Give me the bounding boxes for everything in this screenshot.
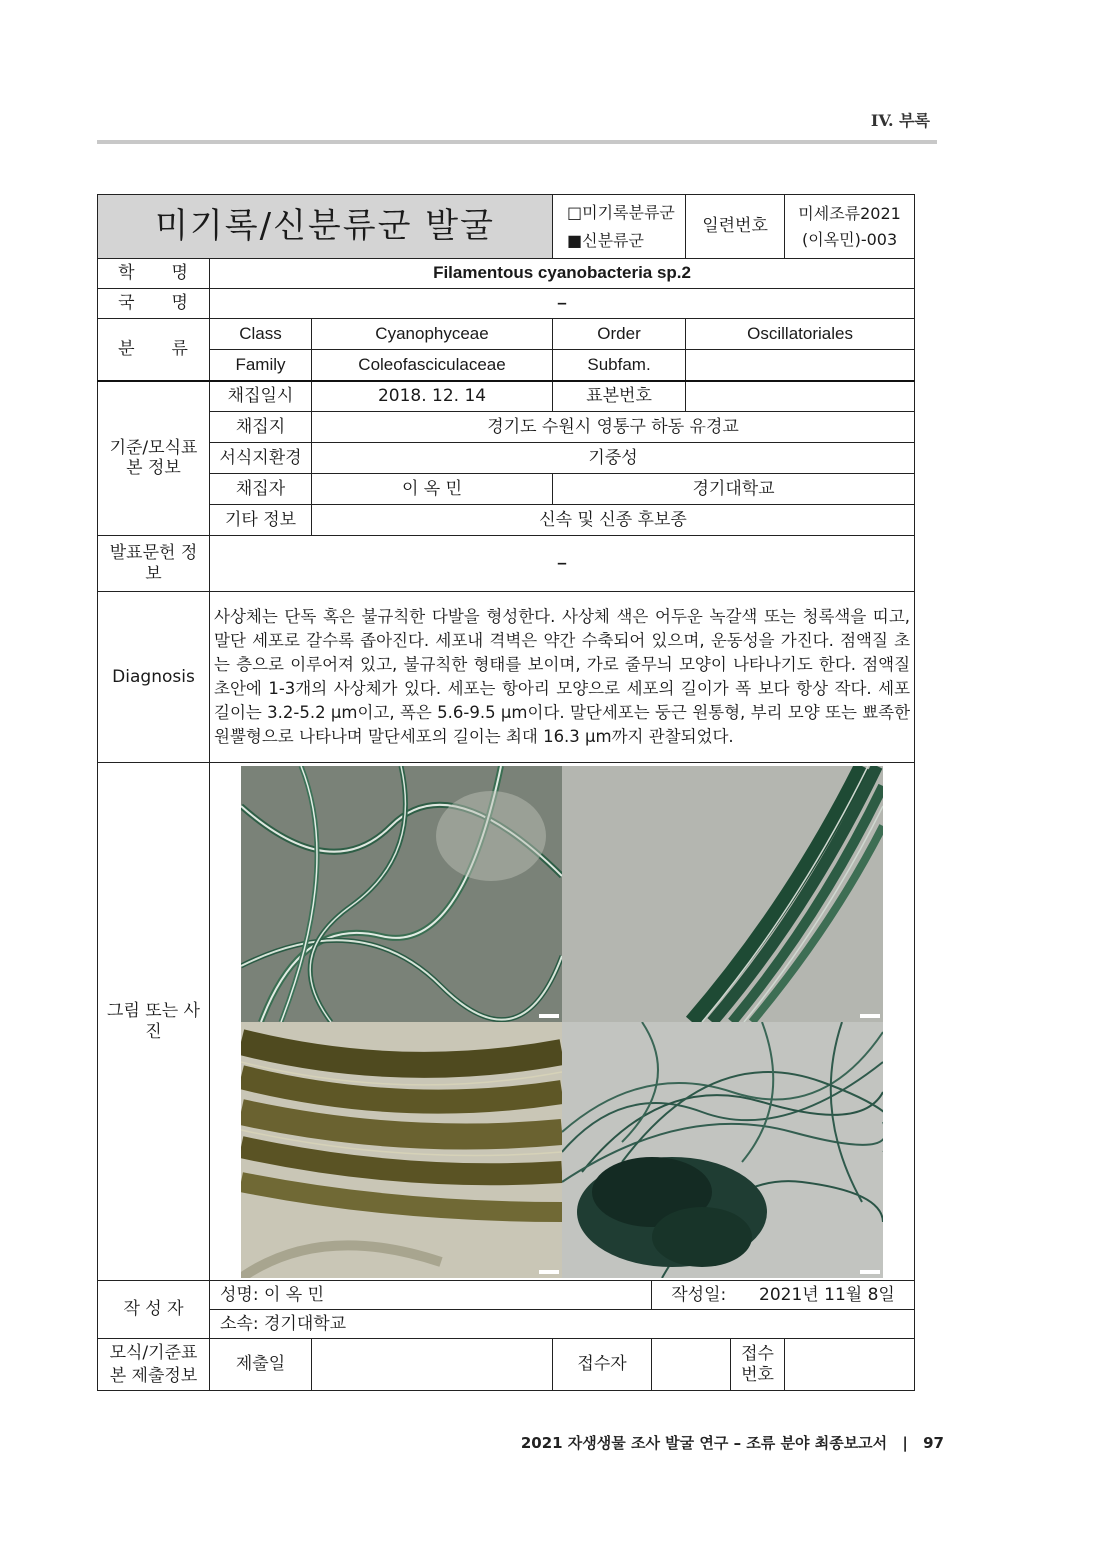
serial-value — [785, 195, 915, 259]
kor-name-value: – — [210, 289, 915, 319]
receipt-no-value — [785, 1339, 915, 1391]
order-value: Oscillatoriales — [686, 319, 915, 350]
subfam-value — [686, 350, 915, 381]
publication-value: – — [210, 536, 915, 592]
specimen-no-value — [686, 381, 915, 412]
site-value: 경기도 수원시 영통구 하동 유경교 — [312, 412, 915, 443]
receipt-no-label: 접수 번호 — [731, 1339, 785, 1391]
kor-name-label: 국 명 — [98, 289, 210, 319]
collect-date-value: 2018. 12. 14 — [312, 381, 553, 412]
report-title: 2021 자생생물 조사 발굴 연구 – 조류 분야 최종보고서 — [520, 1434, 888, 1452]
other-info-value: 신속 및 신종 후보종 — [312, 505, 915, 536]
page-footer — [521, 1432, 944, 1453]
class-value: Cyanophyceae — [312, 319, 553, 350]
subfam-label: Subfam. — [553, 350, 686, 381]
publication-label: 발표문헌 정보 — [98, 536, 210, 592]
figure-label: 그림 또는 사진 — [98, 763, 210, 1281]
collector-label: 채집자 — [210, 474, 312, 505]
option-new-taxon: ■신분류군 — [567, 230, 644, 250]
family-value: Coleofasciculaceae — [312, 350, 553, 381]
family-label: Family — [210, 350, 312, 381]
submit-date-value — [312, 1339, 553, 1391]
figure-cell — [210, 763, 915, 1281]
author-name: 성명: 이 옥 민 — [210, 1281, 652, 1310]
sci-name-value: Filamentous cyanobacteria sp.2 — [210, 259, 915, 289]
submission-label: 모식/기준표 본 제출정보 — [98, 1339, 210, 1391]
specimen-section-label: 기준/모식표 본 정보 — [98, 381, 210, 536]
micrograph-3 — [241, 1022, 562, 1278]
serial-value-line1: 미세조류2021 — [798, 203, 901, 223]
habitat-label: 서식지환경 — [210, 443, 312, 474]
author-date-value: 2021년 11월 8일 — [759, 1284, 895, 1305]
micrograph-2 — [562, 766, 883, 1022]
submit-date-label: 제출일 — [210, 1339, 312, 1391]
photo-grid — [241, 766, 883, 1278]
diagnosis-label: Diagnosis — [98, 592, 210, 763]
site-label: 채집지 — [210, 412, 312, 443]
receiver-label: 접수자 — [553, 1339, 652, 1391]
category-options — [553, 195, 686, 259]
diagnosis-text: 사상체는 단독 혹은 불규칙한 다발을 형성한다. 사상체 색은 어두운 녹갈색 또는 청록색을 띠고, 말단 세포로 갈수록 좁아진다. 세포내 격벽은 약간 수축되어 있으며, 운동성을 가진다. 점액질 초는 층으로 이루어져 있고, 불규칙한 형태를 보이며, 가로 줄무늬 모양이 나타나기도 한다. 점액질 초안에 1-3개의 사상체가 있다. 세포는 항아리 모양으로 세포의 길이가 폭 보다 항상 작다. 세포 길이는 3.2-5.2 μm이고, 폭은 5.6-9.5 μm이다. 말단세포는 둥근 원통형, 부리 모양 또는 뾰족한 원뿔형으로 나타나며 말단세포의 길이는 최대 16.3 μm까지 관찰되었다. — [210, 592, 915, 763]
class-label: Class — [210, 319, 312, 350]
other-info-label: 기타 정보 — [210, 505, 312, 536]
option-unrecorded: □미기록분류군 — [567, 203, 675, 223]
collector-affiliation: 경기대학교 — [553, 474, 915, 505]
header-rule — [97, 140, 937, 144]
footer-separator: | — [902, 1434, 908, 1452]
taxonomy-label: 분 류 — [98, 319, 210, 381]
micrograph-1 — [241, 766, 562, 1022]
habitat-value: 기중성 — [312, 443, 915, 474]
collect-date-label: 채집일시 — [210, 381, 312, 412]
form-title: 미기록/신분류군 발굴 — [98, 195, 553, 259]
micrograph-4 — [562, 1022, 883, 1278]
page-number: 97 — [923, 1434, 944, 1452]
order-label: Order — [553, 319, 686, 350]
running-head: IV. 부록 — [870, 111, 930, 130]
receiver-value — [652, 1339, 731, 1391]
serial-label: 일련번호 — [686, 195, 785, 259]
record-form — [97, 194, 915, 1391]
sci-name-label: 학 명 — [98, 259, 210, 289]
specimen-no-label: 표본번호 — [553, 381, 686, 412]
author-date — [652, 1281, 915, 1310]
serial-value-line2: (이옥민)-003 — [801, 229, 898, 249]
author-label: 작 성 자 — [98, 1281, 210, 1339]
author-affiliation: 소속: 경기대학교 — [210, 1310, 915, 1339]
collector-name: 이 옥 민 — [312, 474, 553, 505]
author-date-label: 작성일: — [671, 1284, 727, 1305]
